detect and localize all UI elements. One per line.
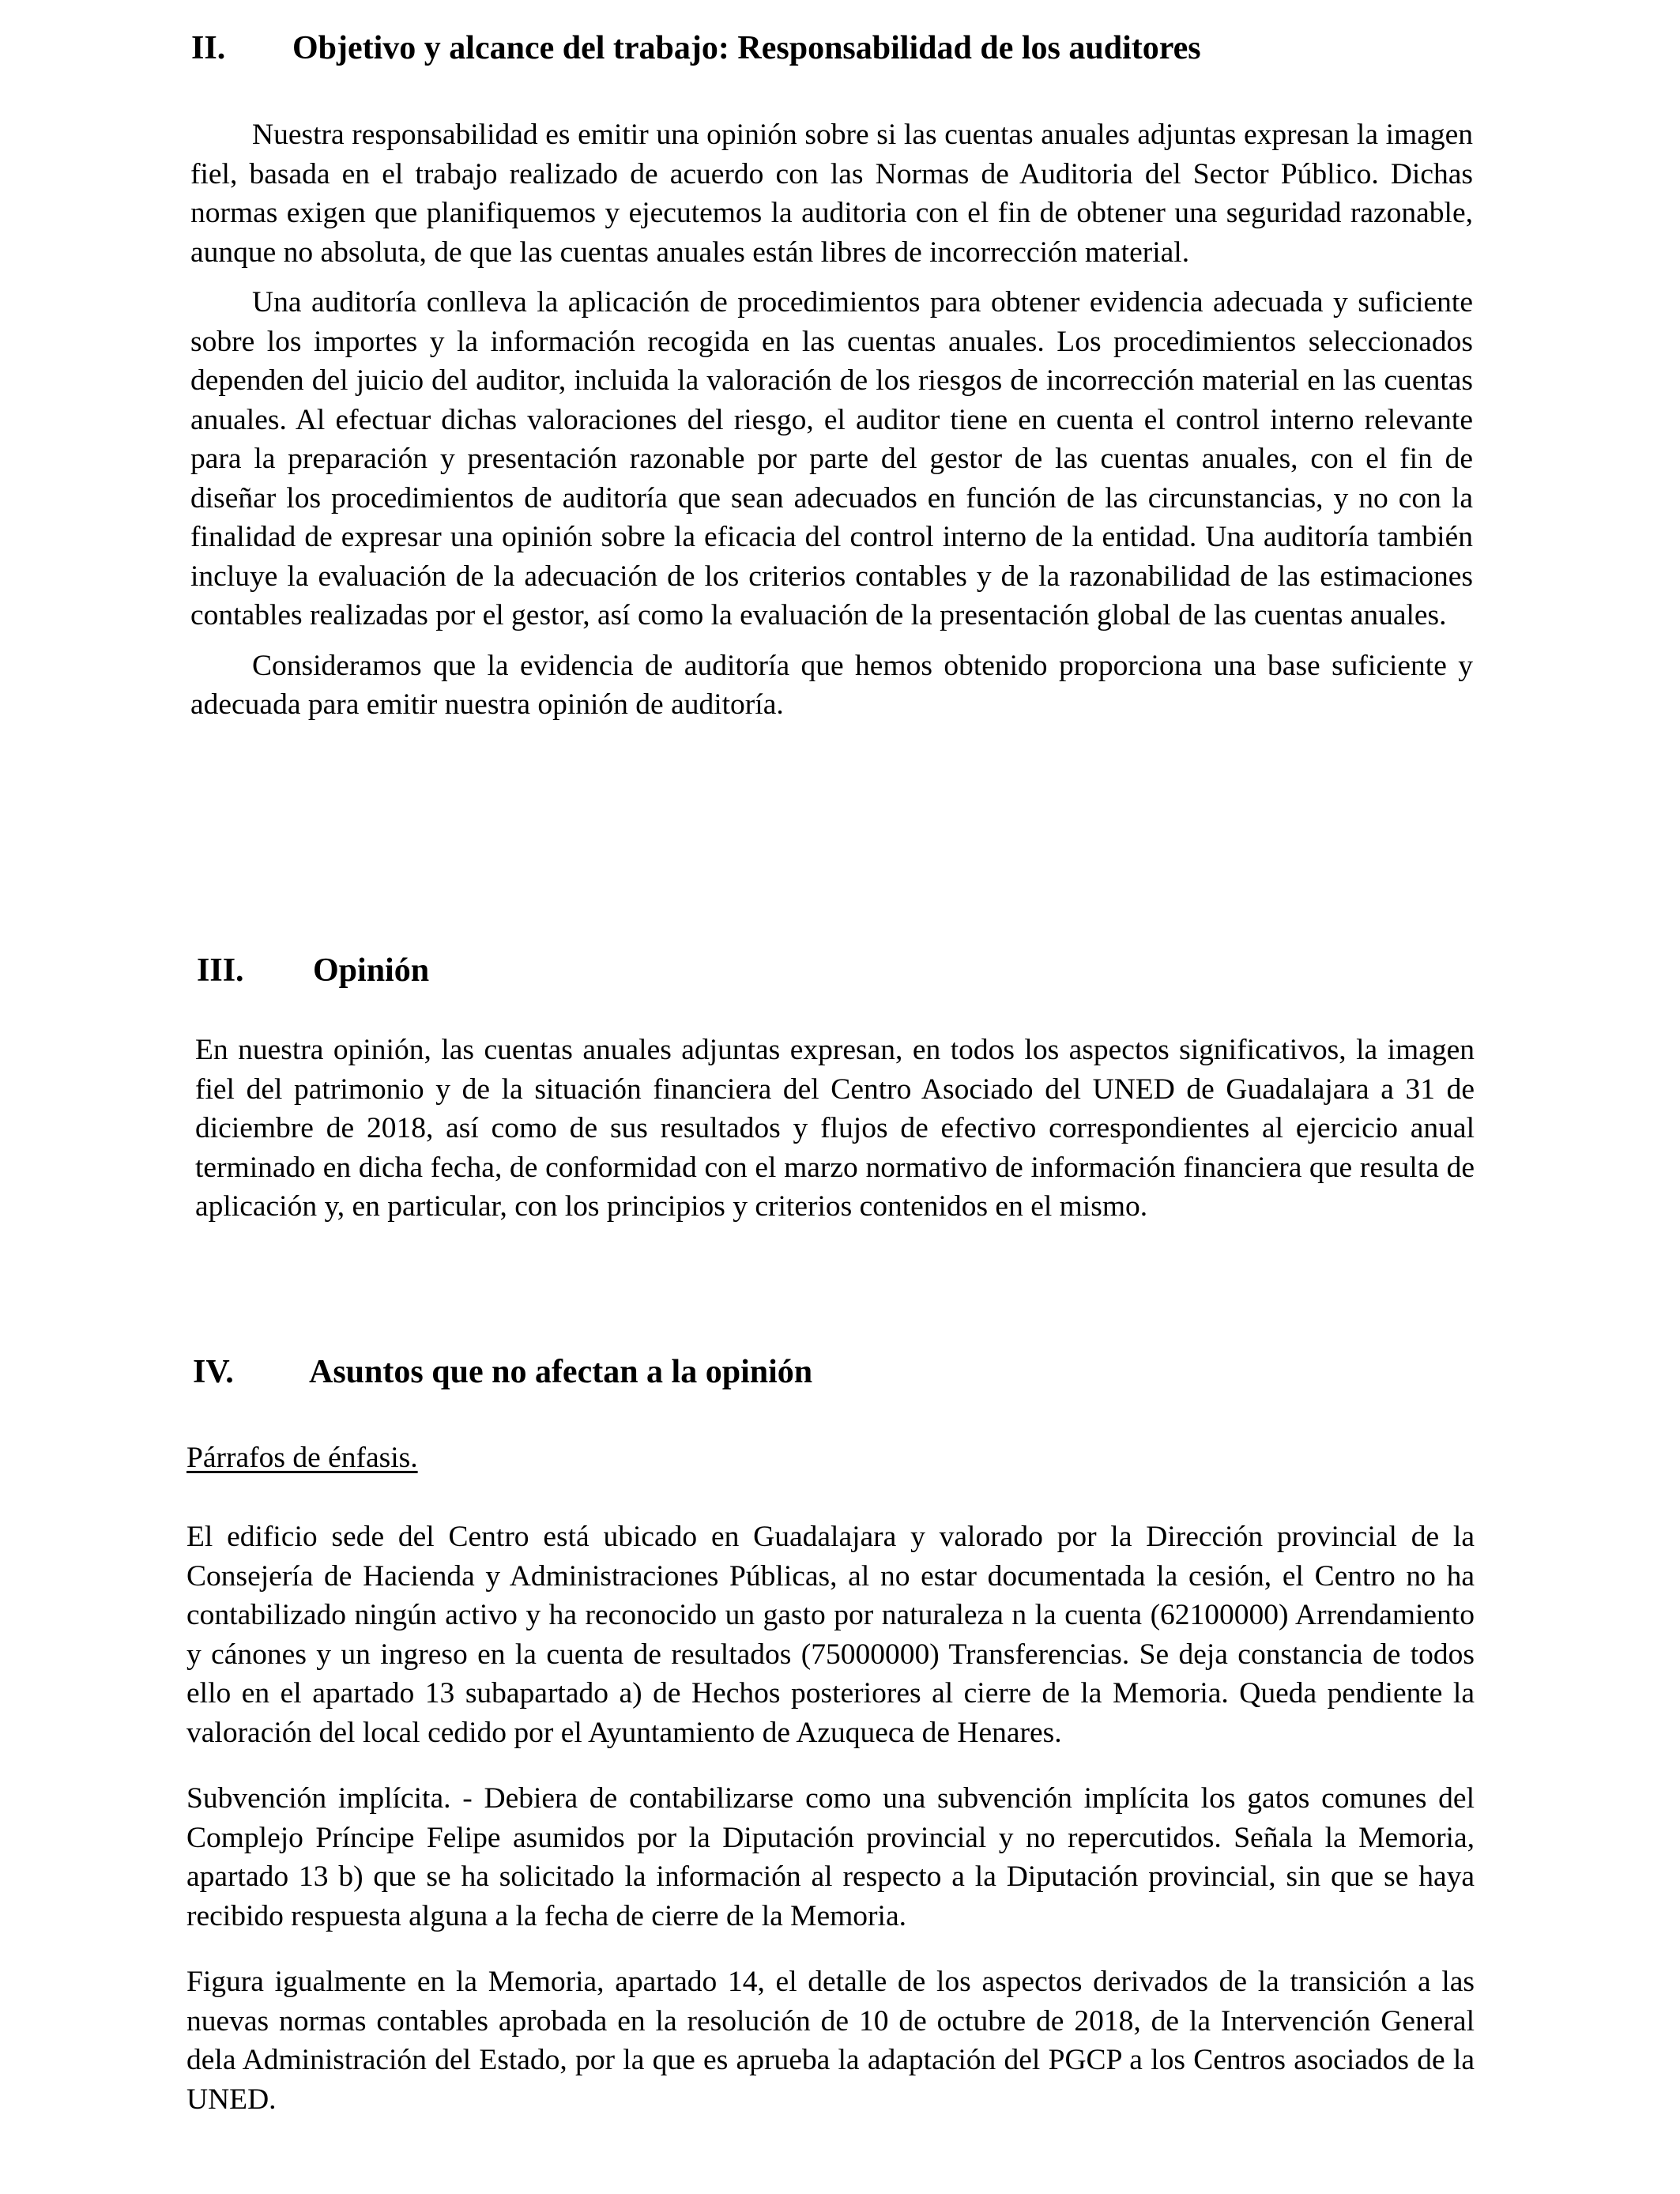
emphasis-subheading: Párrafos de énfasis. [186,1442,418,1474]
section-2-number: II. [191,30,226,66]
section-3-title: Opinión [313,952,430,989]
section-3-number: III. [197,952,244,989]
section-2-heading [191,28,1471,70]
section-3-body [195,1031,1475,1227]
section-2-title: Objetivo y alcance del trabajo: Responsabilidad de los auditores [292,30,1201,66]
section-2-paragraph-2: Una auditoría conlleva la aplicación de procedimientos para obtener evidencia adecuada y suficiente sobre los importes y la información recogida en las cuentas anuales. Los procedimientos seleccionados dependen del juicio del auditor, incluida la valoración de los riesgos de incorrección material en las cuentas anuales. Al efectuar dichas valoraciones del riesgo, el auditor tiene en cuenta el control interno relevante para la preparación y presentación razonable por parte del gestor de las cuentas anuales, con el fin de diseñar los procedimientos de auditoría que sean adecuados en función de las circunstancias, y no con la finalidad de expresar una opinión sobre la eficacia del control interno de la entidad. Una auditoría también incluye la evaluación de la adecuación de los criterios contables y de la razonabilidad de las estimaciones contables realizadas por el gestor, así como la evaluación de la presentación global de las cuentas anuales. [190,286,1473,631]
section-4-paragraph-1: El edificio sede del Centro está ubicado en Guadalajara y valorado por la Dirección provincial de la Consejería de Hacienda y Administraciones Públicas, al no estar documentada la cesión, el Centro no ha contabilizado ningún activo y ha reconocido un gasto por naturaleza n la cuenta (62100000) Arrendamiento y cánones y un ingreso en la cuenta de resultados (75000000) Transferencias. Se deja constancia de todos ello en el apartado 13 subapartado a) de Hechos posteriores al cierre de la Memoria. Queda pendiente la valoración del local cedido por el Ayuntamiento de Azuqueca de Henares. [186,1521,1475,1749]
section-2-paragraph-3: Consideramos que la evidencia de auditoría que hemos obtenido proporciona una base suficiente y adecuada para emitir nuestra opinión de auditoría. [190,649,1473,721]
section-3-heading [197,951,829,992]
section-4-paragraph-2: Subvención implícita. - Debiera de contabilizarse como una subvención implícita los gatos comunes del Complejo Príncipe Felipe asumidos por la Diputación provincial y no repercutidos. Señala la Memoria, apartado 13 b) que se ha solicitado la información al respecto a la Diputación provincial, sin que se haya recibido respuesta alguna a la fecha de cierre de la Memoria. [186,1782,1475,1932]
section-2-body [190,115,1473,725]
section-4-title: Asuntos que no afectan a la opinión [309,1354,813,1390]
section-2-paragraph-1: Nuestra responsabilidad es emitir una opinión sobre si las cuentas anuales adjuntas expresan la imagen fiel, basada en el trabajo realizado de acuerdo con las Normas de Auditoria del Sector Público. Dichas normas exigen que planifiquemos y ejecutemos la auditoria con el fin de obtener una seguridad razonable, aunque no absoluta, de que las cuentas anuales están libres de incorrección material. [190,119,1473,269]
section-4-paragraph-3: Figura igualmente en la Memoria, apartado 14, el detalle de los aspectos derivados de la transición a las nuevas normas contables aprobada en la resolución de 10 de octubre de 2018, de la Intervención General dela Administración del Estado, por la que es aprueba la adaptación del PGCP a los Centros asociados de la UNED. [186,1966,1475,2116]
section-4-number: IV. [193,1354,234,1390]
section-4-heading [193,1352,1141,1393]
section-3-paragraph-1: En nuestra opinión, las cuentas anuales adjuntas expresan, en todos los aspectos significativos, la imagen fiel del patrimonio y de la situación financiera del Centro Asociado del UNED de Guadalajara a 31 de diciembre de 2018, así como de sus resultados y flujos de efectivo correspondientes al ejercicio anual terminado en dicha fecha, de conformidad con el marzo normativo de información financiera que resulta de aplicación y, en particular, con los principios y criterios contenidos en el mismo. [195,1034,1475,1223]
section-4-body [186,1517,1475,2119]
